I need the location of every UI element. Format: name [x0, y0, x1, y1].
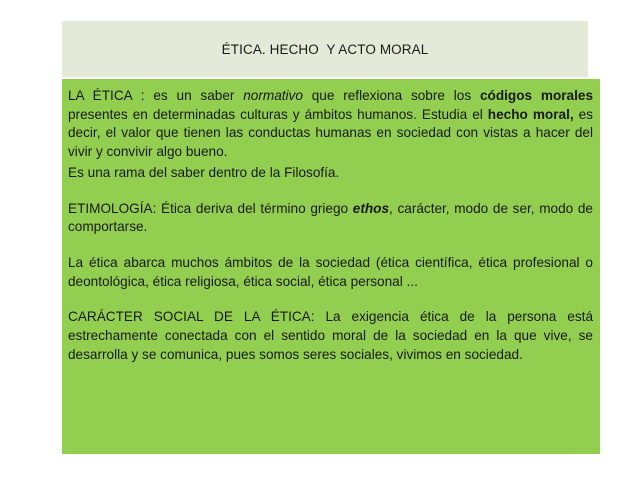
content-box — [62, 79, 600, 454]
title-box — [62, 21, 588, 77]
paragraph-rama: Es una rama del saber dentro de la Filosofía. — [68, 164, 340, 180]
definition-text-3: presentes en determinadas culturas y ámbitos humanos. Estudia el — [68, 106, 488, 122]
slide-title: ÉTICA. HECHO Y ACTO MORAL — [221, 41, 429, 57]
paragraph-etimologia — [68, 200, 593, 237]
definition-hecho-moral: hecho moral, — [487, 106, 574, 122]
etimologia-text-2: , carácter, modo de ser, modo de comportarse. — [68, 200, 593, 235]
etimologia-ethos: ethos — [352, 200, 390, 216]
definition-normativo: normativo — [243, 88, 303, 103]
definition-text-2: que reflexiona sobre los — [302, 88, 480, 103]
definition-text-4: es decir, el valor que tienen las conductas humanas en sociedad con vistas a hacer del vivir y convivir algo bueno. — [68, 106, 593, 160]
etimologia-text-1: ETIMOLOGÍA: Ética deriva del término griego — [68, 200, 353, 216]
definition-codigos-morales: códigos morales — [479, 88, 594, 103]
paragraph-caracter-social: CARÁCTER SOCIAL DE LA ÉTICA: La exigencia ética de la persona está estrechamente conectada con el sentido moral de la sociedad en la que vive, se desarrolla y se comunica, pues somos seres sociales, vivimos en sociedad. — [68, 309, 593, 362]
paragraph-definition — [68, 87, 593, 162]
definition-text-1: LA ÉTICA : es un saber — [68, 88, 244, 103]
paragraph-ambitos: La ética abarca muchos ámbitos de la sociedad (ética científica, ética profesional o deontológica, ética religiosa, ética social, ética personal ... — [68, 254, 593, 289]
